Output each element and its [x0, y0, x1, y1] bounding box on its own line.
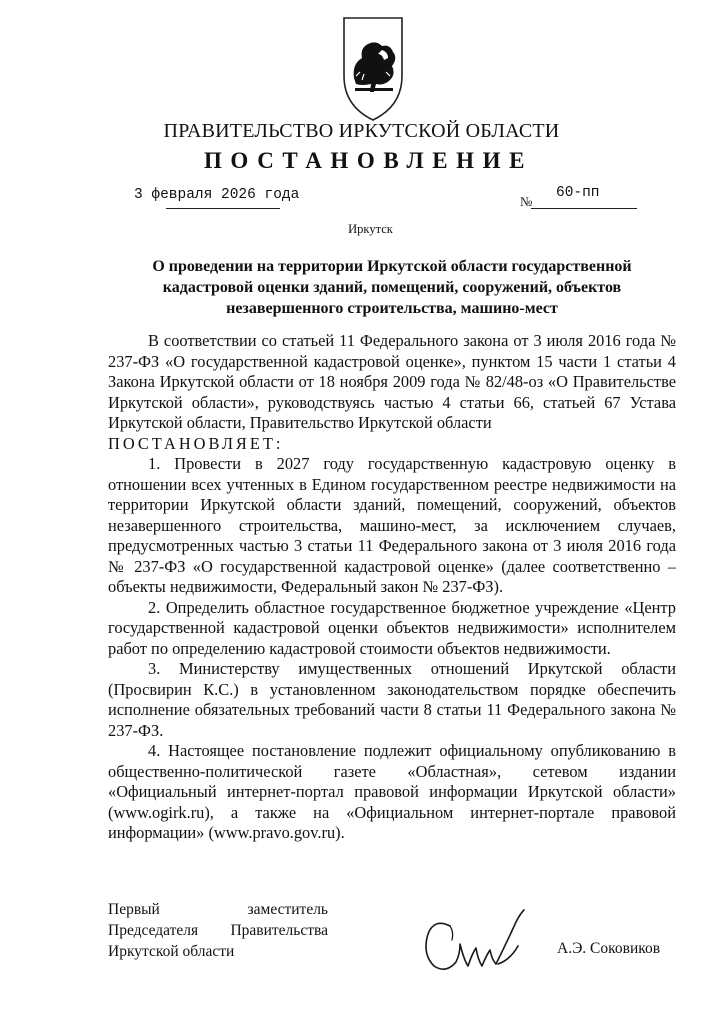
number-sign: № — [520, 194, 533, 209]
item-paragraph-4: 4. Настоящее постановление подлежит официальному опубликованию в общественно-политической газете «Областная», сетевом издании «Официальный интернет-портал правовой информации Иркутской области» (www.ogirk.ru), а также на «Официальном интернет-портале правовой информации» (www.pravo.gov.ru). — [108, 741, 676, 842]
signer-word: Председателя — [108, 922, 199, 939]
handwritten-signature-icon — [420, 904, 538, 984]
document-date: 3 февраля 2026 года — [134, 187, 300, 203]
signer-name: А.Э. Соковиков — [557, 940, 661, 957]
signer-word: Правительства — [230, 922, 328, 939]
document-number: 60-пп — [556, 185, 600, 201]
irkutsk-coat-of-arms-icon — [338, 14, 408, 124]
item-paragraph-2: 2. Определить областное государственное бюджетное учреждение «Центр государственной кадастровой оценки объектов недвижимости» исполнителем работ по определению кадастровой стоимости объектов недвижимости. — [108, 597, 676, 658]
document-title — [132, 256, 652, 319]
document-body — [108, 331, 676, 844]
city-label: Иркутск — [348, 222, 393, 236]
number-underline — [531, 208, 637, 209]
signer-position-line: Иркутской области — [108, 943, 235, 960]
item-paragraph-3: 3. Министерству имущественных отношений Иркутской области (Просвирин К.С.) в установленном законодательством порядке обеспечить исполнение обязательных требований части 8 статьи 11 Федерального закона № 237-ФЗ. — [108, 659, 676, 740]
decree-word: ПОСТАНОВЛЯЕТ: — [108, 433, 284, 453]
signer-position — [108, 899, 328, 962]
title-line: незавершенного строительства, машино-мест — [226, 300, 558, 317]
signer-position-line — [108, 899, 328, 920]
title-line: кадастровой оценки зданий, помещений, сооружений, объектов — [162, 279, 622, 296]
signer-word: Первый — [108, 901, 160, 918]
signer-word: заместитель — [247, 901, 328, 918]
preamble-paragraph: В соответствии со статьей 11 Федерального закона от 3 июля 2016 года № 237-ФЗ «О государственной кадастровой оценке», пунктом 15 части 1 статьи 4 Закона Иркутской области от 18 ноября 2009 года № 82/48-оз «О Правительстве Иркутской области», руководствуясь частью 4 статьи 66, статьей 67 Устава Иркутской области, Правительство Иркутской области — [108, 331, 676, 432]
document-type: ПОСТАНОВЛЕНИЕ — [203, 148, 534, 173]
organization-name: ПРАВИТЕЛЬСТВО ИРКУТСКОЙ ОБЛАСТИ — [163, 120, 560, 142]
signer-position-line — [108, 920, 328, 941]
date-underline — [166, 208, 280, 209]
item-paragraph-1: 1. Провести в 2027 году государственную кадастровую оценку в отношении всех учтенных в Едином государственном реестре недвижимости на территории Иркутской области зданий, помещений, сооружений, объектов незавершенного строительства, машино-мест, за исключением случаев, предусмотренных частью 3 статьи 11 Федерального закона от 3 июля 2016 года № 237-ФЗ «О государственной кадастровой оценке» (далее соответственно – объекты недвижимости, Федеральный закон № 237-ФЗ). — [108, 454, 676, 596]
title-line: О проведении на территории Иркутской области государственной — [152, 258, 632, 275]
